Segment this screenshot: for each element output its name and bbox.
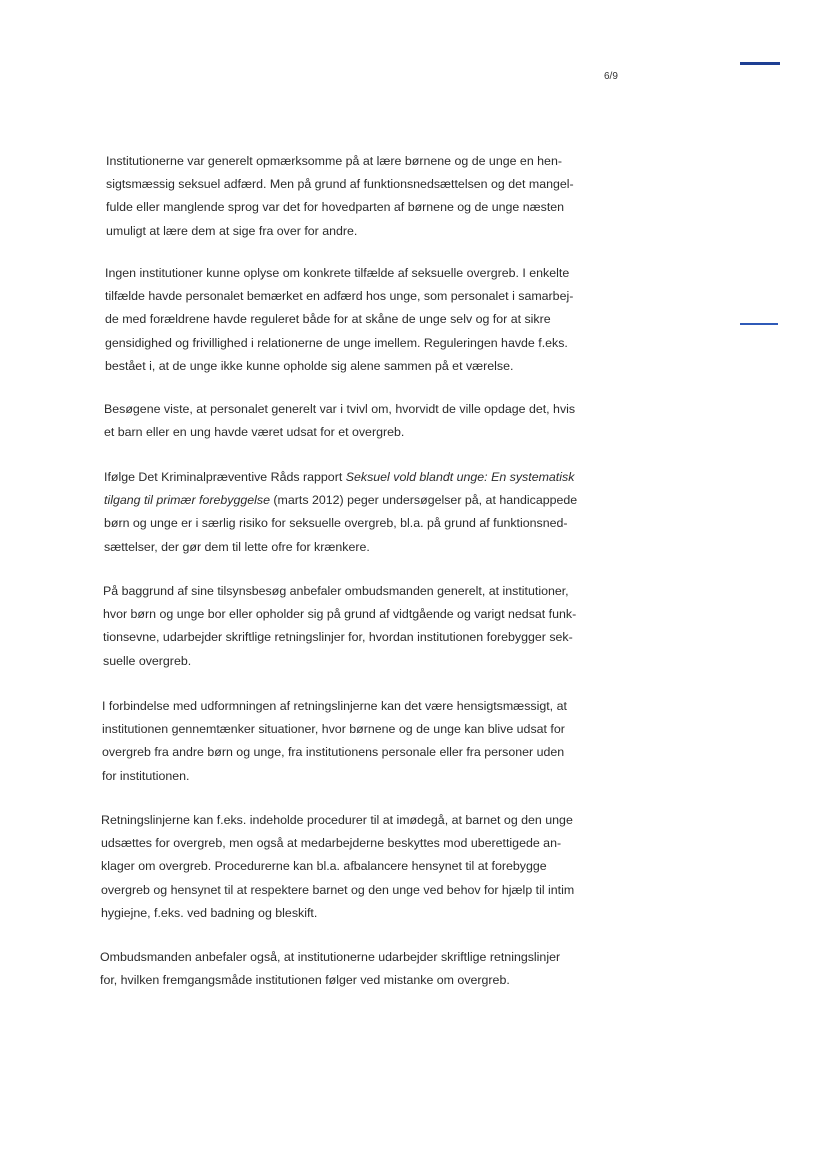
text-line: Retningslinjerne kan f.eks. indeholde procedurer til at imødegå, at barnet og den unge: [101, 813, 573, 827]
text-line: tionsevne, udarbejder skriftlige retningslinjer for, hvordan institutionen forebygger sek-: [103, 630, 573, 645]
text-line: overgreb fra andre børn og unge, fra institutionens personale eller fra personer uden: [102, 745, 565, 760]
text-line: klager om overgreb. Procedurerne kan bl.a. afbalancere hensynet til at forebygge: [101, 859, 547, 874]
report-title-italic: tilgang til primær forebyggelse: [104, 493, 270, 508]
paragraph-2: [105, 262, 620, 378]
text-line: umuligt at lære dem at sige fra over for andre.: [106, 223, 358, 238]
text-line: I forbindelse med udformningen af retningslinjerne kan det være hensigtsmæssigt, at: [102, 699, 567, 713]
text-line: tilfælde havde personalet bemærket en adfærd hos unge, som personalet i samarbej-: [105, 289, 574, 304]
text-line: På baggrund af sine tilsynsbesøg anbefaler ombudsmanden generelt, at institutioner,: [103, 584, 569, 598]
paragraph-7: [101, 809, 616, 925]
text-line: udsættes for overgreb, men også at medarbejderne beskyttes mod uberettigede an-: [101, 836, 562, 851]
text-line: suelle overgreb.: [103, 653, 192, 668]
text-segment: (marts 2012) peger undersøgelser på, at handicappede: [269, 493, 578, 508]
text-segment: Ifølge Det Kriminalpræventive Råds rapport: [104, 470, 346, 484]
text-line: hvor børn og unge bor eller opholder sig på grund af vidtgående og varigt nedsat funk-: [103, 607, 577, 622]
text-line: bestået i, at de unge ikke kunne opholde sig alene sammen på et værelse.: [105, 358, 514, 373]
paragraph-8: [100, 946, 615, 992]
text-line: Ingen institutioner kunne oplyse om konkrete tilfælde af seksuelle overgreb. I enkelte: [105, 266, 570, 280]
report-title-italic: Seksuel vold blandt unge: En systematisk: [345, 470, 575, 484]
text-line: sættelser, der gør dem til lette ofre for krænkere.: [104, 539, 370, 554]
text-line: Ombudsmanden anbefaler også, at institutionerne udarbejder skriftlige retningslinjer: [100, 950, 561, 964]
margin-mark-middle: [740, 323, 778, 325]
text-line: børn og unge er i særlig risiko for seksuelle overgreb, bl.a. på grund af funktionsned-: [104, 516, 568, 531]
text-line: overgreb og hensynet til at respektere barnet og den unge ved behov for hjælp til intim: [101, 882, 575, 897]
text-line: institutionen gennemtænker situationer, hvor børnene og de unge kan blive udsat for: [102, 722, 565, 737]
text-line: [104, 489, 619, 512]
paragraph-6: [102, 695, 617, 788]
paragraph-3: [104, 398, 619, 444]
paragraph-4: [104, 466, 619, 559]
text-line: fulde eller manglende sprog var det for hovedparten af børnene og de unge næsten: [106, 200, 565, 215]
text-line: [104, 466, 619, 489]
text-line: hygiejne, f.eks. ved badning og bleskift.: [101, 905, 318, 920]
text-line: for institutionen.: [102, 768, 190, 783]
paragraph-5: [103, 580, 618, 673]
paragraph-1: [106, 150, 621, 243]
text-line: de med forældrene havde reguleret både for at skåne de unge selv og for at sikre: [105, 312, 551, 327]
page-number: 6/9: [604, 71, 618, 82]
text-line: Institutionerne var generelt opmærksomme på at lære børnene og de unge en hen-: [106, 154, 562, 168]
margin-mark-top: [740, 62, 780, 65]
text-line: for, hvilken fremgangsmåde institutionen følger ved mistanke om overgreb.: [100, 973, 510, 988]
text-line: Besøgene viste, at personalet generelt var i tvivl om, hvorvidt de ville opdage det, hvis: [104, 402, 576, 416]
text-line: et barn eller en ung havde været udsat for et overgreb.: [104, 425, 405, 440]
text-line: sigtsmæssig seksuel adfærd. Men på grund af funktionsnedsættelsen og det mangel-: [106, 177, 574, 192]
text-line: gensidighed og frivillighed i relationerne de unge imellem. Reguleringen havde f.eks.: [105, 335, 568, 350]
